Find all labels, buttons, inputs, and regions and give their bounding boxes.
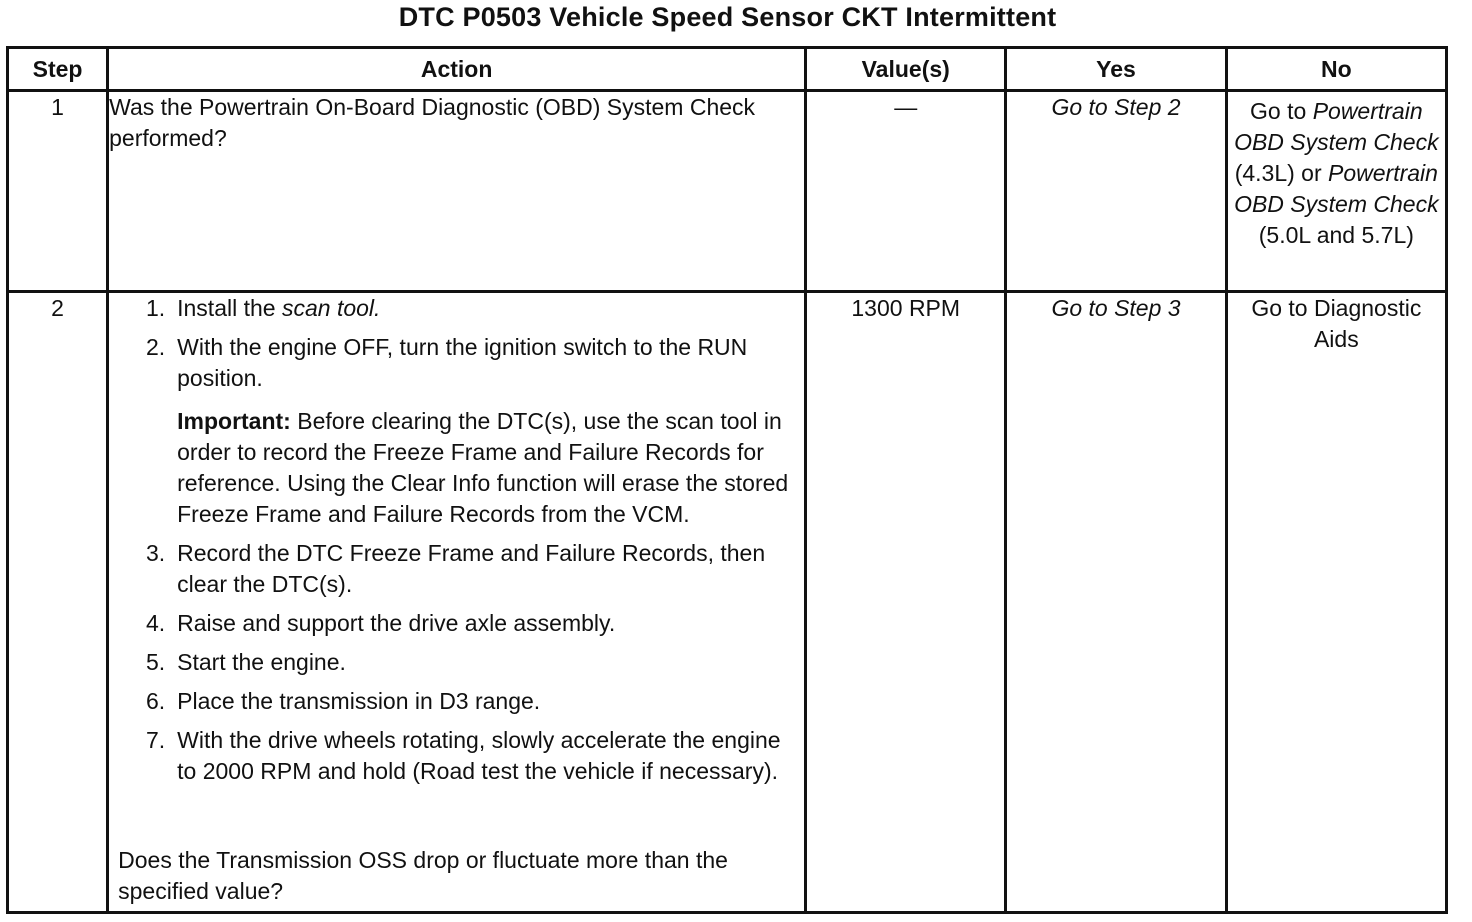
value-cell: — — [806, 91, 1006, 292]
action-question: Does the Transmission OSS drop or fluctuate more than the specified value? — [118, 847, 728, 904]
yes-cell[interactable] — [1006, 292, 1226, 913]
yes-cell[interactable] — [1006, 91, 1226, 292]
no-cell — [1226, 91, 1446, 292]
no-engine-4-3l: (4.3L) or — [1234, 160, 1322, 186]
yes-link[interactable]: Go to Step 2 — [1051, 94, 1181, 120]
header-yes: Yes — [1006, 48, 1226, 91]
important-note: Important: Before clearing the DTC(s), use the scan tool in order to record the Freeze Frame and Failure Records for reference. Using the Clear Info function will erase the stored Freeze Frame and Failure Records from the VCM. — [177, 408, 789, 527]
action-cell — [108, 292, 806, 913]
header-action: Action — [108, 48, 806, 91]
list-item: 3. Record the DTC Freeze Frame and Failure Records, then clear the DTC(s). — [145, 540, 766, 597]
value-cell: 1300 RPM — [806, 292, 1006, 913]
list-item: 7. With the drive wheels rotating, slowly accelerate the engine to 2000 RPM and hold (Road test the vehicle if necessary). — [145, 727, 781, 784]
list-item: 4. Raise and support the drive axle assembly. — [145, 610, 616, 636]
no-link-obd-check-4-3l[interactable]: Powertrain OBD System Check — [1234, 98, 1439, 155]
header-values: Value(s) — [806, 48, 1006, 91]
list-item: 2. With the engine OFF, turn the ignition switch to the RUN position. — [145, 334, 748, 391]
table-header-row — [8, 48, 1447, 91]
no-link-obd-check-5-0l[interactable]: Powertrain OBD System Check — [1234, 160, 1439, 217]
list-item: 6. Place the transmission in D3 range. — [145, 688, 541, 714]
substep-list — [109, 538, 804, 787]
table-row — [8, 292, 1447, 913]
step-number: 2 — [8, 292, 108, 913]
list-item: 1. Install the scan tool. — [145, 295, 381, 321]
document-title: DTC P0503 Vehicle Speed Sensor CKT Intermittent — [398, 2, 1057, 32]
step-number: 1 — [8, 91, 108, 292]
header-step: Step — [8, 48, 108, 91]
no-go-to: Go to — [1250, 98, 1307, 124]
no-cell[interactable]: Go to Diagnostic Aids — [1226, 292, 1446, 913]
list-item: 5. Start the engine. — [145, 649, 346, 675]
action-question: Was the Powertrain On-Board Diagnostic (OBD) System Check performed? — [109, 94, 756, 151]
header-no: No — [1226, 48, 1446, 91]
yes-link[interactable]: Go to Step 3 — [1051, 295, 1181, 321]
diagnostic-table — [6, 46, 1448, 914]
action-cell — [108, 91, 806, 292]
substep-list — [109, 293, 804, 394]
table-row — [8, 91, 1447, 292]
no-engine-5-0l: (5.0L and 5.7L) — [1258, 222, 1414, 248]
